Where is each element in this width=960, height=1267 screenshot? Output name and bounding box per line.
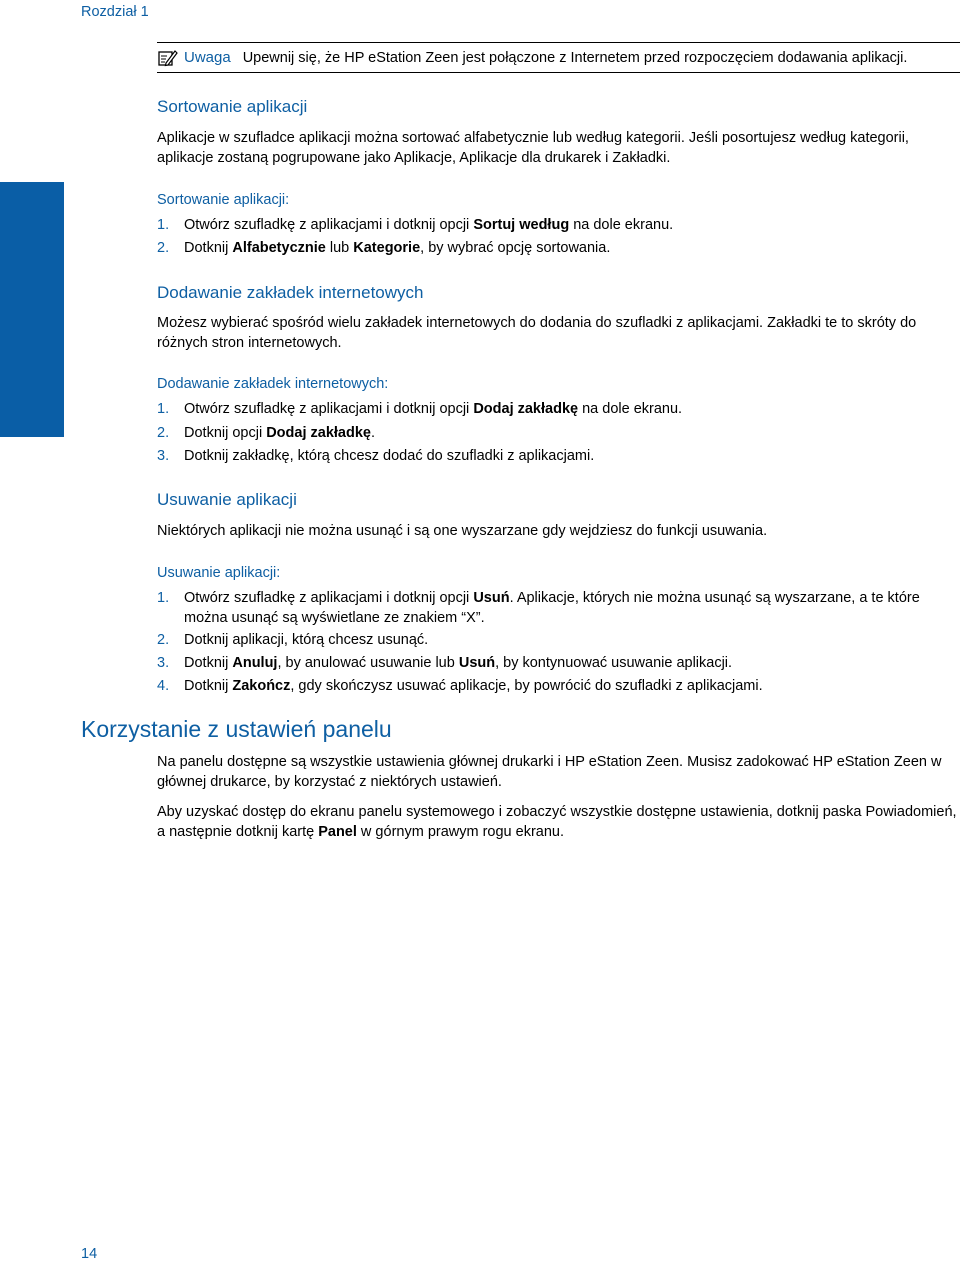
- panel-bold: Panel: [318, 824, 357, 840]
- step-number: 2.: [157, 632, 170, 648]
- page-number: 14: [81, 1246, 98, 1262]
- step-text: Dotknij opcji: [184, 425, 267, 441]
- step-number: 2.: [157, 240, 170, 256]
- step-text: . Aplikacje, których nie można usunąć są wyszarzane, a te które można usunąć są wyświetlane ze znakiem “X”.: [184, 590, 920, 626]
- step-bold: Usuń: [458, 655, 496, 671]
- bookmarks-step: [157, 399, 960, 419]
- note-label: Uwaga: [184, 49, 231, 66]
- step-text: .: [370, 425, 375, 441]
- step-bold: Dodaj zakładkę: [266, 425, 371, 441]
- step-number: 1.: [157, 401, 170, 417]
- step-text: , by anulować usuwanie lub: [277, 655, 459, 671]
- removing-step: [157, 630, 960, 650]
- step-text: lub: [325, 240, 354, 256]
- removing-procedure-title: Usuwanie aplikacji:: [157, 565, 281, 581]
- step-text: Dotknij zakładkę, którą chcesz dodać do szufladki z aplikacjami.: [184, 448, 595, 464]
- step-text: , by kontynuować usuwanie aplikacji.: [495, 655, 733, 671]
- section-heading-sorting: Sortowanie aplikacji: [157, 97, 308, 116]
- step-bold: Kategorie: [353, 240, 421, 256]
- section-heading-panel: Korzystanie z ustawień panelu: [81, 716, 392, 742]
- step-number: 4.: [157, 678, 170, 694]
- section-heading-removing: Usuwanie aplikacji: [157, 490, 297, 509]
- sorting-step: [157, 215, 960, 235]
- sorting-procedure-title: Sortowanie aplikacji:: [157, 192, 290, 208]
- step-bold: Dodaj zakładkę: [473, 401, 579, 417]
- step-text: , by wybrać opcję sortowania.: [420, 240, 611, 256]
- step-number: 3.: [157, 448, 170, 464]
- sorting-step: [157, 238, 960, 258]
- removing-step: [157, 676, 960, 696]
- bookmarks-step: [157, 423, 960, 443]
- step-number: 1.: [157, 590, 170, 606]
- step-text: Otwórz szufladkę z aplikacjami i dotknij opcji: [184, 401, 474, 417]
- removing-step: [157, 588, 960, 628]
- step-text: Dotknij: [184, 678, 233, 694]
- sorting-paragraph: Aplikacje w szufladce aplikacji można sortować alfabetycznie lub według kategorii. Jeśli posortujesz według kategorii, aplikacje zostaną pogrupowane jako Aplikacje, Aplikacje dla drukarek i Zakładki.: [157, 130, 909, 166]
- section-heading-bookmarks: Dodawanie zakładek internetowych: [157, 283, 424, 302]
- bookmarks-step: [157, 446, 960, 466]
- step-bold: Sortuj według: [473, 217, 570, 233]
- removing-step: [157, 653, 960, 673]
- chapter-header: Rozdział 1: [81, 4, 149, 20]
- panel-paragraph: [157, 802, 960, 842]
- step-text: Dotknij: [184, 240, 233, 256]
- step-text: na dole ekranu.: [578, 401, 683, 417]
- step-number: 3.: [157, 655, 170, 671]
- removing-paragraph: Niektórych aplikacji nie można usunąć i są one wyszarzane gdy wejdziesz do funkcji usuwania.: [157, 523, 768, 539]
- panel-text: w górnym prawym rogu ekranu.: [356, 824, 565, 840]
- panel-text: Aby uzyskać dostęp do ekranu panelu systemowego i zobaczyć wszystkie dostępne ustawienia, dotknij paska Powiadomień, a następnie dotknij kartę: [157, 804, 957, 840]
- step-text: Dotknij: [184, 655, 233, 671]
- step-bold: Alfabetycznie: [232, 240, 326, 256]
- step-text: Otwórz szufladkę z aplikacjami i dotknij opcji: [184, 217, 474, 233]
- bookmarks-procedure-title: Dodawanie zakładek internetowych:: [157, 376, 389, 392]
- step-number: 2.: [157, 425, 170, 441]
- note-box: [157, 42, 960, 73]
- step-text: Otwórz szufladkę z aplikacjami i dotknij opcji: [184, 590, 474, 606]
- step-text: na dole ekranu.: [569, 217, 674, 233]
- chapter-side-tab: [0, 182, 64, 437]
- step-bold: Usuń: [473, 590, 510, 606]
- note-pencil-icon: [158, 49, 178, 67]
- step-text: , gdy skończysz usuwać aplikacje, by powrócić do szufladki z aplikacjami.: [290, 678, 763, 694]
- note-text: Upewnij się, że HP eStation Zeen jest połączone z Internetem przed rozpoczęciem dodawania aplikacji.: [242, 49, 908, 66]
- step-bold: Zakończ: [232, 678, 291, 694]
- step-number: 1.: [157, 217, 170, 233]
- step-text: Dotknij aplikacji, którą chcesz usunąć.: [184, 632, 429, 648]
- panel-paragraph: Na panelu dostępne są wszystkie ustawienia głównej drukarki i HP eStation Zeen. Musisz zadokować HP eStation Zeen w głównej drukarce, by korzystać z niektórych ustawień.: [157, 754, 942, 790]
- step-bold: Anuluj: [232, 655, 278, 671]
- bookmarks-paragraph: Możesz wybierać spośród wielu zakładek internetowych do dodania do szufladki z aplikacjami. Zakładki te to skróty do różnych stron internetowych.: [157, 315, 917, 351]
